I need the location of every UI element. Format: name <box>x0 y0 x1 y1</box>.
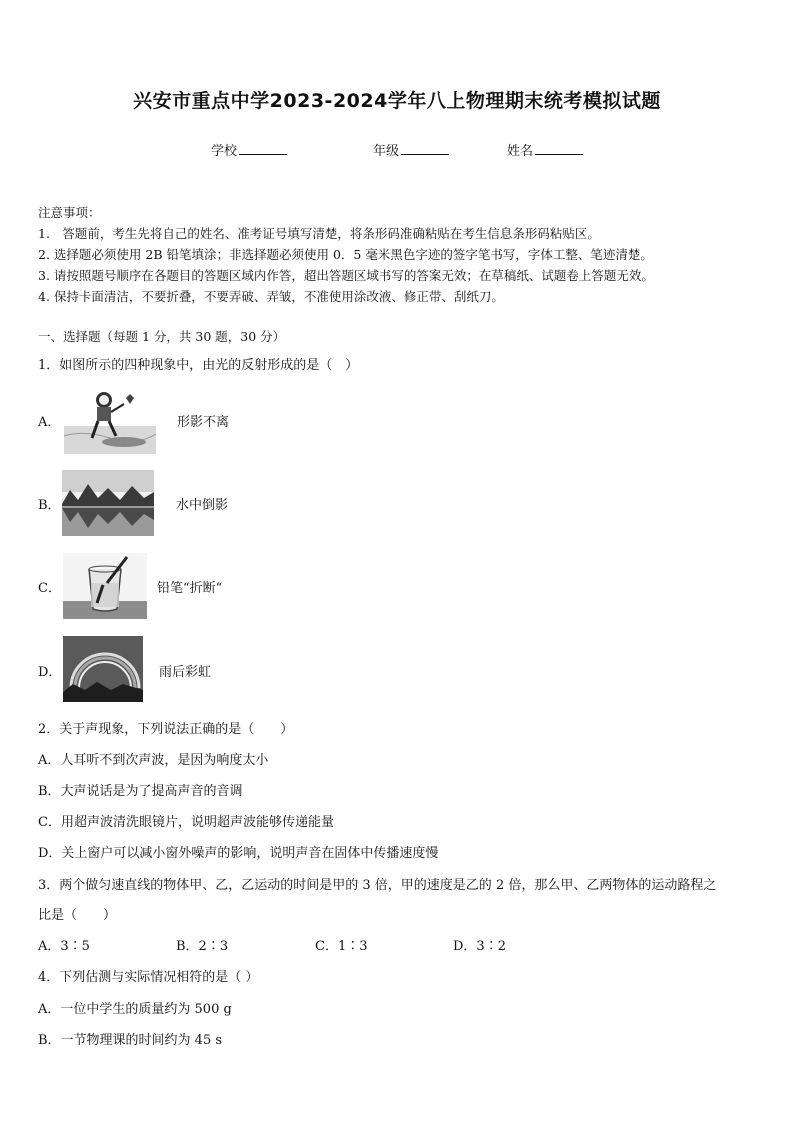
q2-option: C．用超声波清洗眼镜片，说明超声波能够传递能量 <box>38 815 334 830</box>
note-item: 3. 请按照题号顺序在各题目的答题区域内作答，超出答题区域书写的答案无效；在草稿纸、试题卷上答题无效。 <box>38 268 654 283</box>
q1-option-a-label: A． <box>38 415 61 430</box>
note-item: 1. 答题前，考生先将自己的姓名、准考证号填写清楚，将条形码准确粘贴在考生信息条形码粘贴区。 <box>38 226 600 241</box>
name-field <box>507 140 583 159</box>
q1-option-c-label: C． <box>38 581 61 596</box>
section-heading: 一、选择题（每题 1 分，共 30 题，30 分） <box>38 329 286 344</box>
grade-label: 年级 <box>373 144 400 159</box>
school-label: 学校 <box>211 144 238 159</box>
shadow-figure-image <box>64 386 156 454</box>
q4-option: B．一节物理课的时间约为 45 s <box>38 1033 223 1048</box>
grade-blank <box>401 142 449 155</box>
note-item: 2. 选择题必须使用 2B 铅笔填涂；非选择题必须使用 0．5 毫米黑色字迹的签字笔书写，字体工整、笔迹清楚。 <box>38 247 653 262</box>
q3-option-b: B．2∶3 <box>176 939 229 954</box>
school-field <box>211 140 287 159</box>
question-2-stem: 2．关于声现象，下列说法正确的是（ ） <box>38 722 294 737</box>
page-title: 兴安市重点中学2023-2024学年八上物理期末统考模拟试题 <box>133 90 661 112</box>
q2-option: A．人耳听不到次声波，是因为响度太小 <box>38 753 269 768</box>
water-reflection-image <box>62 470 154 536</box>
rainbow-image <box>63 636 143 702</box>
name-blank <box>535 142 583 155</box>
grade-field <box>373 140 449 159</box>
pencil-in-glass-image <box>63 553 147 619</box>
notes-heading: 注意事项： <box>38 205 101 220</box>
q1-option-d-label: D． <box>38 665 62 680</box>
q2-option: D．关上窗户可以减小窗外噪声的影响，说明声音在固体中传播速度慢 <box>38 846 439 861</box>
question-4-stem: 4．下列估测与实际情况相符的是（ ） <box>38 970 259 985</box>
q1-option-d-text: 雨后彩虹 <box>159 665 212 680</box>
q1-option-a-text: 形影不离 <box>177 415 230 430</box>
q2-option: B．大声说话是为了提高声音的音调 <box>38 784 243 799</box>
q4-option: A．一位中学生的质量约为 500 g <box>38 1002 232 1017</box>
q1-option-b-label: B． <box>38 498 61 513</box>
question-3-stem: 3．两个做匀速直线的物体甲、乙，乙运动的时间是甲的 3 倍，甲的速度是乙的 2 倍，那么甲、乙两物体的运动路程之 <box>38 878 717 893</box>
q1-option-c-text: 铅笔“折断“ <box>157 581 223 596</box>
school-blank <box>239 142 287 155</box>
name-label: 姓名 <box>507 144 534 159</box>
q3-option-d: D．3∶2 <box>453 939 506 954</box>
q3-option-a: A．3∶5 <box>38 939 90 954</box>
note-item: 4. 保持卡面清洁，不要折叠，不要弄破、弄皱，不准使用涂改液、修正带、刮纸刀。 <box>38 289 504 304</box>
question-1-stem: 1．如图所示的四种现象中，由光的反射形成的是（ ） <box>38 358 359 373</box>
q1-option-b-text: 水中倒影 <box>176 498 229 513</box>
q3-option-c: C．1∶3 <box>315 939 368 954</box>
question-3-stem-cont: 比是（ ） <box>38 908 117 923</box>
